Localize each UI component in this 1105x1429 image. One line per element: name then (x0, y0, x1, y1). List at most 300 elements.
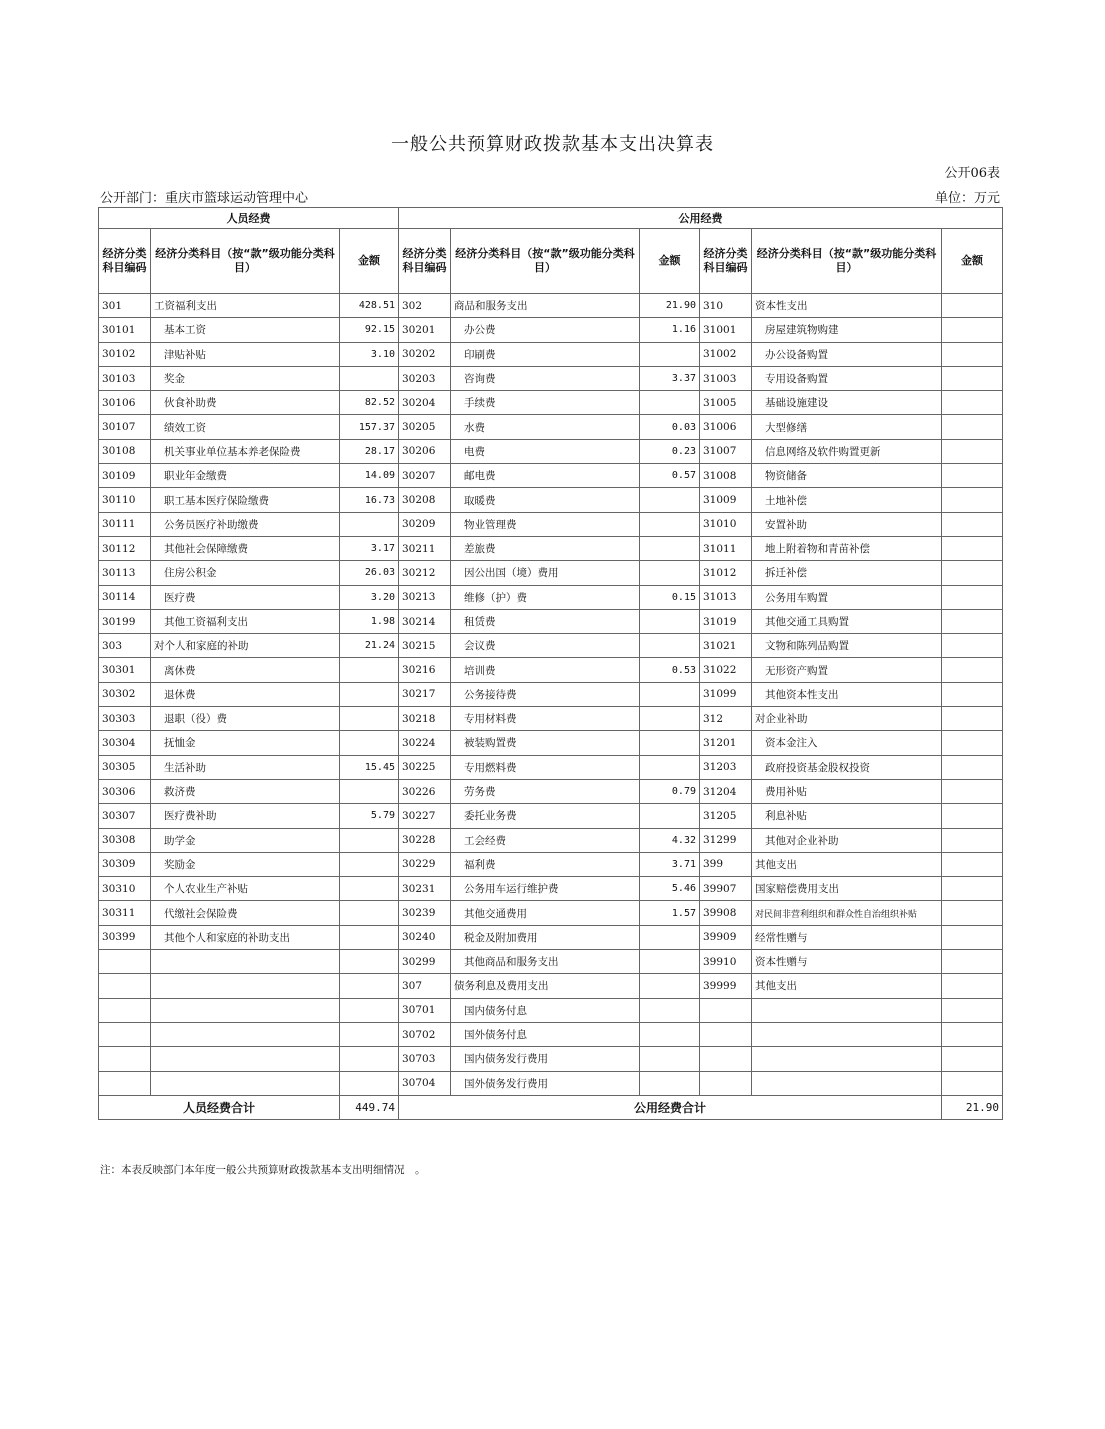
table-row (99, 318, 1003, 342)
cell-code: 30111 (99, 512, 151, 536)
cell-name: 文物和陈列品购置 (752, 634, 942, 658)
cell-amount (640, 804, 700, 828)
cell-amount (640, 974, 700, 998)
cell-amount (942, 877, 1003, 901)
cell-code: 31010 (700, 512, 752, 536)
cell-amount (942, 804, 1003, 828)
cell-name: 公务员医疗补助缴费 (151, 512, 340, 536)
cell-name: 公务接待费 (451, 682, 640, 706)
cell-code: 30213 (399, 585, 451, 609)
cell-amount (942, 294, 1003, 318)
table-row (99, 998, 1003, 1022)
cell-name: 其他个人和家庭的补助支出 (151, 925, 340, 949)
cell-code: 30102 (99, 342, 151, 366)
table-row (99, 488, 1003, 512)
cell-name: 国外债务发行费用 (451, 1071, 640, 1095)
cell-name: 津贴补贴 (151, 342, 340, 366)
cell-amount (340, 1071, 399, 1095)
cell-name: 代缴社会保险费 (151, 901, 340, 925)
cell-name: 地上附着物和青苗补偿 (752, 536, 942, 560)
cell-name (151, 1071, 340, 1095)
cell-code: 31012 (700, 561, 752, 585)
table-row (99, 439, 1003, 463)
cell-amount (340, 779, 399, 803)
cell-code: 30207 (399, 464, 451, 488)
expenditure-table (98, 207, 1003, 1120)
cell-amount (340, 707, 399, 731)
cell-code: 30113 (99, 561, 151, 585)
cell-code: 30240 (399, 925, 451, 949)
cell-name: 办公费 (451, 318, 640, 342)
cell-amount (640, 391, 700, 415)
cell-name: 其他商品和服务支出 (451, 950, 640, 974)
table-row (99, 415, 1003, 439)
cell-name: 公务用车购置 (752, 585, 942, 609)
table-row (99, 342, 1003, 366)
cell-name (752, 1047, 942, 1071)
cell-amount: 1.98 (340, 609, 399, 633)
cell-amount: 3.71 (640, 852, 700, 876)
cell-code (99, 974, 151, 998)
cell-name: 绩效工资 (151, 415, 340, 439)
cell-code: 30301 (99, 658, 151, 682)
cell-name: 退职（役）费 (151, 707, 340, 731)
cell-amount: 82.52 (340, 391, 399, 415)
col-header-name: 经济分类科目（按“款”级功能分类科目） (752, 229, 942, 294)
cell-name: 商品和服务支出 (451, 294, 640, 318)
cell-amount (640, 342, 700, 366)
cell-name: 工资福利支出 (151, 294, 340, 318)
cell-code: 30227 (399, 804, 451, 828)
cell-amount (942, 488, 1003, 512)
cell-amount (340, 658, 399, 682)
cell-amount (340, 950, 399, 974)
cell-code: 30299 (399, 950, 451, 974)
cell-code: 30107 (99, 415, 151, 439)
cell-code: 30215 (399, 634, 451, 658)
cell-amount (640, 512, 700, 536)
cell-amount (942, 512, 1003, 536)
cell-code: 30307 (99, 804, 151, 828)
form-number: 公开06表 (944, 166, 1000, 181)
cell-name: 医疗费补助 (151, 804, 340, 828)
table-row (99, 1022, 1003, 1046)
cell-code: 30305 (99, 755, 151, 779)
cell-name: 专用设备购置 (752, 366, 942, 390)
col-header-name: 经济分类科目（按“款”级功能分类科目） (151, 229, 340, 294)
cell-code: 39910 (700, 950, 752, 974)
cell-name: 土地补偿 (752, 488, 942, 512)
cell-name: 信息网络及软件购置更新 (752, 439, 942, 463)
table-row (99, 536, 1003, 560)
cell-name: 其他对企业补助 (752, 828, 942, 852)
cell-name: 培训费 (451, 658, 640, 682)
cell-code: 30303 (99, 707, 151, 731)
cell-amount (942, 536, 1003, 560)
cell-code: 30114 (99, 585, 151, 609)
group-header-personnel: 人员经费 (99, 208, 399, 229)
cell-name: 资本金注入 (752, 731, 942, 755)
cell-code: 30218 (399, 707, 451, 731)
cell-code: 30109 (99, 464, 151, 488)
cell-amount (340, 877, 399, 901)
cell-amount: 5.79 (340, 804, 399, 828)
cell-name: 机关事业单位基本养老保险费 (151, 439, 340, 463)
cell-amount (340, 682, 399, 706)
cell-name: 对个人和家庭的补助 (151, 634, 340, 658)
cell-amount (942, 415, 1003, 439)
cell-amount (640, 1047, 700, 1071)
cell-code: 30110 (99, 488, 151, 512)
table-row (99, 366, 1003, 390)
footnote: 注：本表反映部门本年度一般公共预算财政拨款基本支出明细情况 。 (100, 1164, 426, 1176)
cell-code: 31205 (700, 804, 752, 828)
cell-code: 31022 (700, 658, 752, 682)
cell-code (99, 1047, 151, 1071)
cell-name: 救济费 (151, 779, 340, 803)
cell-name: 房屋建筑物购建 (752, 318, 942, 342)
cell-amount (942, 925, 1003, 949)
cell-code (700, 1071, 752, 1095)
cell-name: 其他交通工具购置 (752, 609, 942, 633)
table-row (99, 634, 1003, 658)
public-total-label: 公用经费合计 (399, 1095, 942, 1119)
table-row (99, 658, 1003, 682)
cell-amount: 15.45 (340, 755, 399, 779)
cell-code: 30216 (399, 658, 451, 682)
cell-name (752, 998, 942, 1022)
col-header-code: 经济分类科目编码 (399, 229, 451, 294)
cell-code: 30108 (99, 439, 151, 463)
col-header-code: 经济分类科目编码 (99, 229, 151, 294)
cell-code: 31001 (700, 318, 752, 342)
cell-amount (340, 1047, 399, 1071)
cell-code: 30103 (99, 366, 151, 390)
cell-name: 奖励金 (151, 852, 340, 876)
cell-amount: 1.16 (640, 318, 700, 342)
table-row (99, 561, 1003, 585)
cell-amount (340, 901, 399, 925)
cell-name: 劳务费 (451, 779, 640, 803)
cell-code: 30225 (399, 755, 451, 779)
table-row (99, 852, 1003, 876)
cell-name: 被装购置费 (451, 731, 640, 755)
cell-code: 31099 (700, 682, 752, 706)
cell-code: 31009 (700, 488, 752, 512)
cell-amount (640, 536, 700, 560)
cell-amount (942, 318, 1003, 342)
cell-amount (942, 901, 1003, 925)
table-row (99, 925, 1003, 949)
cell-name (752, 1022, 942, 1046)
cell-name: 资本性支出 (752, 294, 942, 318)
cell-amount (340, 828, 399, 852)
cell-code: 30203 (399, 366, 451, 390)
cell-name: 福利费 (451, 852, 640, 876)
cell-name: 印刷费 (451, 342, 640, 366)
cell-amount (942, 731, 1003, 755)
cell-code: 39999 (700, 974, 752, 998)
cell-name: 医疗费 (151, 585, 340, 609)
cell-amount (942, 1071, 1003, 1095)
cell-code: 310 (700, 294, 752, 318)
cell-code: 30309 (99, 852, 151, 876)
cell-amount: 0.57 (640, 464, 700, 488)
cell-name: 专用材料费 (451, 707, 640, 731)
personnel-total-label: 人员经费合计 (99, 1095, 340, 1119)
cell-amount (942, 1022, 1003, 1046)
department-label: 公开部门：重庆市篮球运动管理中心 (100, 191, 309, 206)
cell-name: 物业管理费 (451, 512, 640, 536)
cell-name: 邮电费 (451, 464, 640, 488)
cell-amount: 0.03 (640, 415, 700, 439)
cell-amount (640, 925, 700, 949)
cell-code: 30703 (399, 1047, 451, 1071)
cell-name: 大型修缮 (752, 415, 942, 439)
cell-code: 30229 (399, 852, 451, 876)
cell-name: 抚恤金 (151, 731, 340, 755)
cell-amount: 0.15 (640, 585, 700, 609)
cell-name: 手续费 (451, 391, 640, 415)
cell-name: 政府投资基金股权投资 (752, 755, 942, 779)
cell-name: 拆迁补偿 (752, 561, 942, 585)
cell-amount (640, 1071, 700, 1095)
table-row (99, 974, 1003, 998)
cell-code: 312 (700, 707, 752, 731)
cell-name: 其他支出 (752, 852, 942, 876)
cell-amount (942, 755, 1003, 779)
cell-name (151, 1022, 340, 1046)
cell-amount: 3.17 (340, 536, 399, 560)
cell-name: 债务利息及费用支出 (451, 974, 640, 998)
table-row (99, 464, 1003, 488)
cell-name: 离休费 (151, 658, 340, 682)
cell-name: 国家赔偿费用支出 (752, 877, 942, 901)
cell-code: 30211 (399, 536, 451, 560)
cell-code: 31201 (700, 731, 752, 755)
cell-amount (340, 925, 399, 949)
cell-amount (942, 439, 1003, 463)
cell-name: 对企业补助 (752, 707, 942, 731)
cell-code: 39908 (700, 901, 752, 925)
cell-code: 31005 (700, 391, 752, 415)
public-total-value: 21.90 (942, 1095, 1003, 1119)
cell-amount (942, 998, 1003, 1022)
cell-amount (942, 974, 1003, 998)
cell-amount (942, 561, 1003, 585)
cell-code: 31013 (700, 585, 752, 609)
cell-amount: 0.79 (640, 779, 700, 803)
cell-amount: 1.57 (640, 901, 700, 925)
cell-amount (640, 755, 700, 779)
cell-name: 专用燃料费 (451, 755, 640, 779)
cell-amount: 3.10 (340, 342, 399, 366)
cell-code: 30308 (99, 828, 151, 852)
col-header-amount: 金额 (340, 229, 399, 294)
cell-code: 39907 (700, 877, 752, 901)
cell-code: 30224 (399, 731, 451, 755)
cell-amount (942, 950, 1003, 974)
cell-amount (942, 366, 1003, 390)
cell-code: 301 (99, 294, 151, 318)
cell-code: 31019 (700, 609, 752, 633)
cell-name: 其他支出 (752, 974, 942, 998)
table-row (99, 682, 1003, 706)
cell-name: 国内债务付息 (451, 998, 640, 1022)
cell-code: 30209 (399, 512, 451, 536)
cell-name: 费用补贴 (752, 779, 942, 803)
cell-code: 30302 (99, 682, 151, 706)
cell-code: 31008 (700, 464, 752, 488)
cell-amount (640, 682, 700, 706)
cell-amount: 5.46 (640, 877, 700, 901)
cell-name (151, 998, 340, 1022)
cell-amount: 28.17 (340, 439, 399, 463)
cell-amount (942, 658, 1003, 682)
cell-name: 工会经费 (451, 828, 640, 852)
cell-amount (942, 682, 1003, 706)
cell-amount (640, 950, 700, 974)
cell-amount: 3.20 (340, 585, 399, 609)
cell-amount (942, 391, 1003, 415)
cell-amount (340, 998, 399, 1022)
cell-code: 30304 (99, 731, 151, 755)
page-title: 一般公共预算财政拨款基本支出决算表 (391, 134, 714, 155)
cell-amount (942, 828, 1003, 852)
cell-name (151, 950, 340, 974)
cell-code: 30231 (399, 877, 451, 901)
cell-code: 31006 (700, 415, 752, 439)
cell-name: 其他社会保障缴费 (151, 536, 340, 560)
table-row (99, 391, 1003, 415)
cell-name: 水费 (451, 415, 640, 439)
table-row (99, 585, 1003, 609)
cell-name: 个人农业生产补贴 (151, 877, 340, 901)
cell-amount (340, 852, 399, 876)
table-row (99, 1071, 1003, 1095)
cell-name: 物资储备 (752, 464, 942, 488)
cell-amount: 0.23 (640, 439, 700, 463)
cell-name: 委托业务费 (451, 804, 640, 828)
cell-name: 国外债务付息 (451, 1022, 640, 1046)
cell-code: 30204 (399, 391, 451, 415)
cell-amount (340, 1022, 399, 1046)
cell-name: 生活补助 (151, 755, 340, 779)
cell-name: 奖金 (151, 366, 340, 390)
cell-code: 30228 (399, 828, 451, 852)
cell-code: 30399 (99, 925, 151, 949)
cell-name: 取暖费 (451, 488, 640, 512)
personnel-total-value: 449.74 (340, 1095, 399, 1119)
cell-code: 30701 (399, 998, 451, 1022)
cell-name (752, 1071, 942, 1095)
cell-amount (942, 609, 1003, 633)
table-row (99, 901, 1003, 925)
cell-amount (942, 464, 1003, 488)
table-row (99, 731, 1003, 755)
cell-name: 基本工资 (151, 318, 340, 342)
cell-amount (640, 707, 700, 731)
cell-code: 30702 (399, 1022, 451, 1046)
cell-name: 咨询费 (451, 366, 640, 390)
cell-code: 30112 (99, 536, 151, 560)
cell-amount (942, 852, 1003, 876)
cell-amount (942, 634, 1003, 658)
cell-name: 资本性赠与 (752, 950, 942, 974)
cell-amount (942, 707, 1003, 731)
cell-amount: 16.73 (340, 488, 399, 512)
table-body (99, 294, 1003, 1096)
cell-code: 31003 (700, 366, 752, 390)
cell-code: 30212 (399, 561, 451, 585)
table-row (99, 294, 1003, 318)
cell-code: 39909 (700, 925, 752, 949)
cell-code (700, 1022, 752, 1046)
cell-name: 住房公积金 (151, 561, 340, 585)
cell-amount: 21.24 (340, 634, 399, 658)
cell-name: 电费 (451, 439, 640, 463)
cell-amount (340, 366, 399, 390)
cell-amount (340, 974, 399, 998)
table-row (99, 512, 1003, 536)
cell-code (99, 950, 151, 974)
cell-name: 因公出国（境）费用 (451, 561, 640, 585)
cell-amount (942, 342, 1003, 366)
cell-amount: 4.32 (640, 828, 700, 852)
cell-code: 30226 (399, 779, 451, 803)
cell-code: 30311 (99, 901, 151, 925)
cell-code: 31011 (700, 536, 752, 560)
cell-name: 维修（护）费 (451, 585, 640, 609)
cell-amount: 92.15 (340, 318, 399, 342)
cell-code (700, 1047, 752, 1071)
col-header-code: 经济分类科目编码 (700, 229, 752, 294)
cell-name: 公务用车运行维护费 (451, 877, 640, 901)
cell-name: 利息补贴 (752, 804, 942, 828)
cell-amount: 3.37 (640, 366, 700, 390)
col-header-amount: 金额 (640, 229, 700, 294)
col-header-amount: 金额 (942, 229, 1003, 294)
cell-name: 基础设施建设 (752, 391, 942, 415)
cell-code: 31203 (700, 755, 752, 779)
cell-amount (640, 634, 700, 658)
cell-code: 30205 (399, 415, 451, 439)
table-row (99, 707, 1003, 731)
cell-code (99, 1022, 151, 1046)
totals-row (99, 1095, 1003, 1119)
cell-code: 302 (399, 294, 451, 318)
cell-code: 30310 (99, 877, 151, 901)
cell-name: 经常性赠与 (752, 925, 942, 949)
table-row (99, 609, 1003, 633)
cell-code (700, 998, 752, 1022)
cell-amount: 0.53 (640, 658, 700, 682)
cell-code: 30199 (99, 609, 151, 633)
cell-name: 职业年金缴费 (151, 464, 340, 488)
cell-code: 30306 (99, 779, 151, 803)
cell-code: 30106 (99, 391, 151, 415)
cell-amount (640, 1022, 700, 1046)
cell-name (151, 1047, 340, 1071)
cell-amount (640, 998, 700, 1022)
cell-name: 国内债务发行费用 (451, 1047, 640, 1071)
group-header-public: 公用经费 (399, 208, 1003, 229)
table-row (99, 877, 1003, 901)
table-row (99, 950, 1003, 974)
cell-code: 30101 (99, 318, 151, 342)
cell-name: 差旅费 (451, 536, 640, 560)
cell-name: 会议费 (451, 634, 640, 658)
